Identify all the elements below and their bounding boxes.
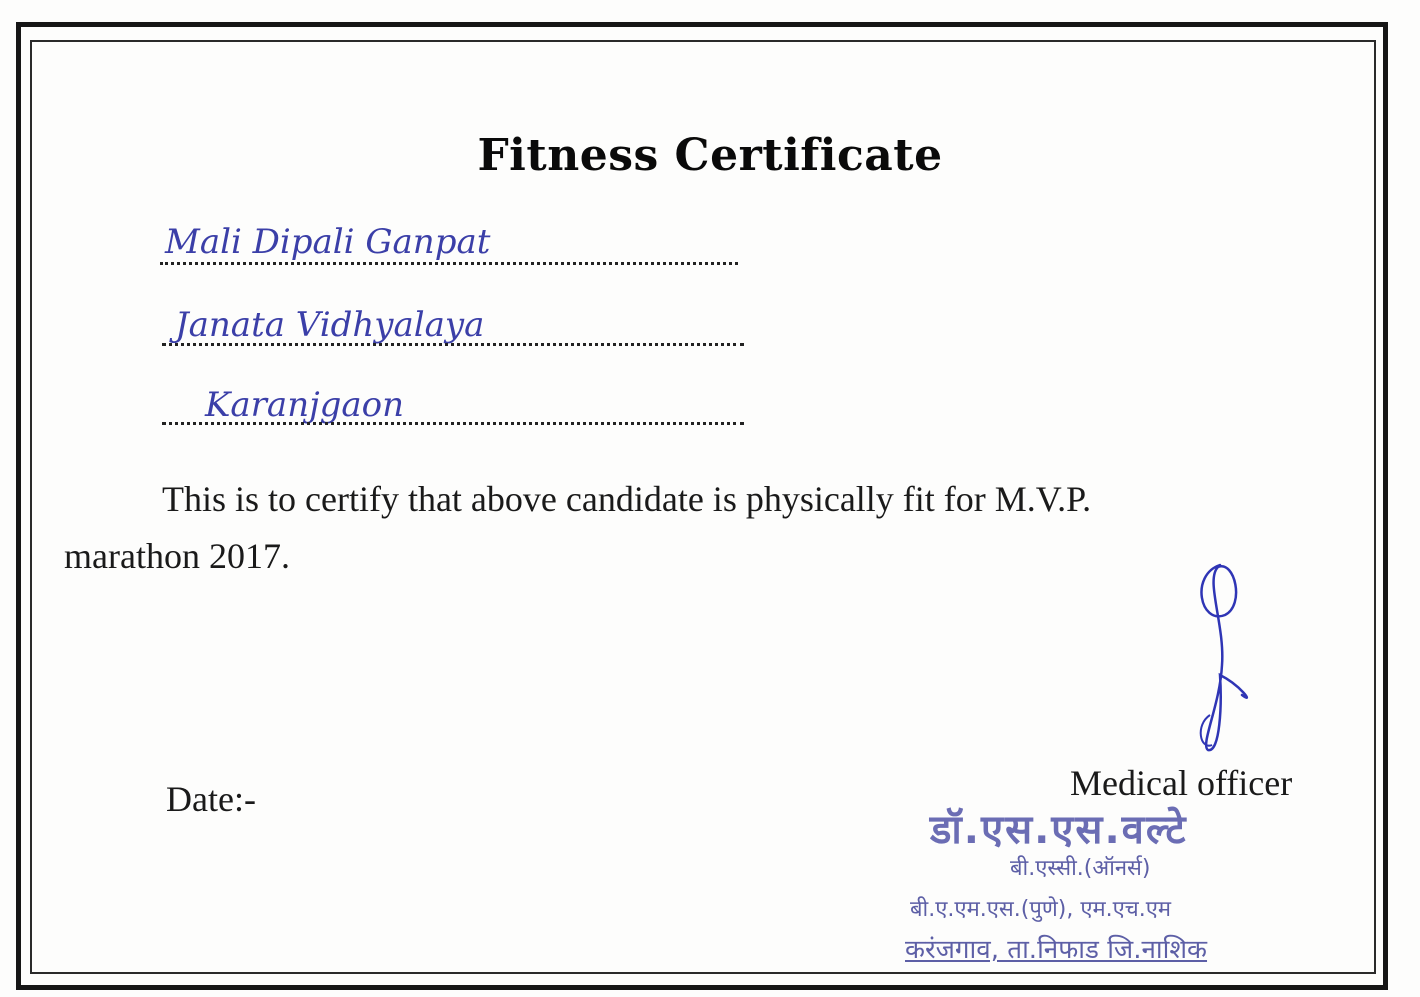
date-label: Date:- xyxy=(166,779,256,819)
stamp-degree-2: बी.ए.एम.एस.(पुणे), एम.एच.एम xyxy=(910,897,1172,922)
medical-officer-label: Medical officer xyxy=(1070,763,1293,803)
candidate-name: Mali Dipali Ganpat xyxy=(165,222,491,262)
school-name: Janata Vidhyalaya xyxy=(175,305,485,345)
school-dotted-line xyxy=(162,343,744,346)
signature-mark xyxy=(1180,555,1260,755)
certificate-title: Fitness Certificate xyxy=(477,130,943,181)
stamp-degree-1: बी.एस्सी.(ऑनर्स) xyxy=(1010,856,1151,881)
stamp-address: करंजगाव, ता.निफाड जि.नाशिक xyxy=(905,935,1208,965)
certification-text-line1: This is to certify that above candidate is physically fit for M.V.P. xyxy=(162,479,1092,519)
place-dotted-line xyxy=(162,422,744,425)
stamp-doctor-name: डॉ.एस.एस.वल्टे xyxy=(930,807,1188,853)
certification-text-line2: marathon 2017. xyxy=(64,536,290,576)
place-name: Karanjgaon xyxy=(205,385,405,425)
name-dotted-line xyxy=(160,262,738,265)
